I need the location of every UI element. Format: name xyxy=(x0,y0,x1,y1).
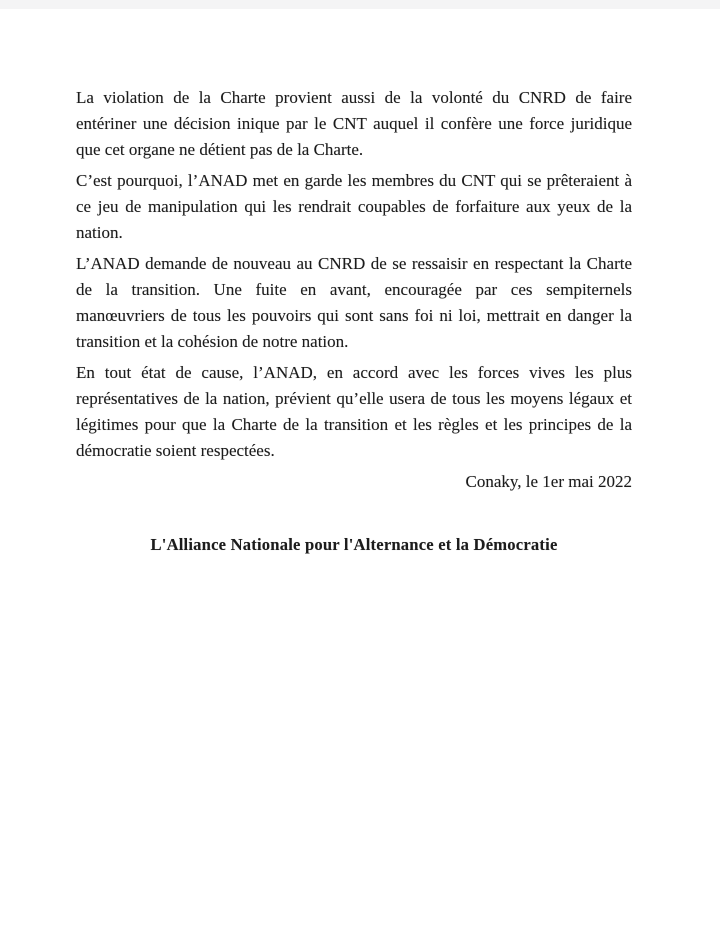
signature-line: L'Alliance Nationale pour l'Alternance et la Démocratie xyxy=(150,535,558,554)
paragraph-2 xyxy=(76,168,632,246)
text-line: manœuvriers de tous les pouvoirs qui sont sans foi ni loi, mettrait en danger la xyxy=(76,306,632,325)
text-line: que cet organe ne détient pas de la Charte. xyxy=(76,140,364,159)
text-line: entériner une décision inique par le CNT auquel il confère une force juridique xyxy=(76,114,632,133)
text-line: C’est pourquoi, l’ANAD met en garde les membres du CNT qui se prêteraient à xyxy=(76,171,632,190)
dateline: Conaky, le 1er mai 2022 xyxy=(465,472,632,491)
scan-edge-band xyxy=(0,0,720,9)
text-line: de la transition. Une fuite en avant, encouragée par ces sempiternels xyxy=(76,280,632,299)
text-line: ce jeu de manipulation qui les rendrait coupables de forfaiture aux yeux de la xyxy=(76,197,632,216)
text-line: En tout état de cause, l’ANAD, en accord avec les forces vives les plus xyxy=(76,363,632,382)
paragraph-1 xyxy=(76,85,632,163)
text-line: représentatives de la nation, prévient qu’elle usera de tous les moyens légaux et xyxy=(76,389,632,408)
text-column xyxy=(76,85,632,558)
paragraph-3 xyxy=(76,251,632,355)
text-line: La violation de la Charte provient aussi de la volonté du CNRD de faire xyxy=(76,88,632,107)
paragraph-4 xyxy=(76,360,632,464)
text-line: nation. xyxy=(76,223,123,242)
text-line: légitimes pour que la Charte de la transition et les règles et les principes de la xyxy=(76,415,632,434)
text-line: transition et la cohésion de notre nation. xyxy=(76,332,349,351)
text-line: démocratie soient respectées. xyxy=(76,441,275,460)
text-line: L’ANAD demande de nouveau au CNRD de se ressaisir en respectant la Charte xyxy=(76,254,632,273)
